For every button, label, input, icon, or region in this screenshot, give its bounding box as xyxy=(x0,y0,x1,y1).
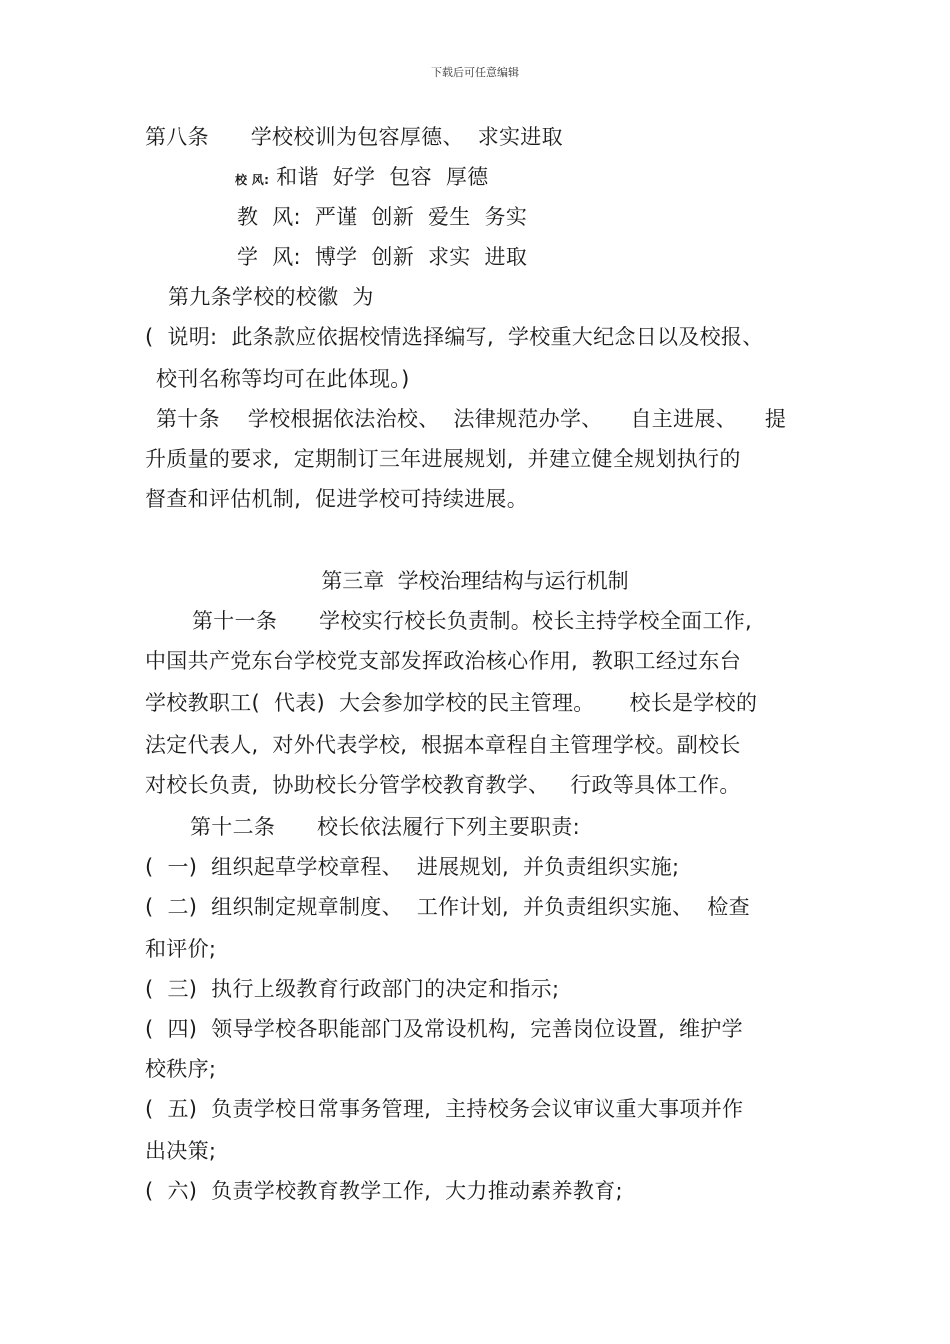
duty-item-2-line2: 和评价; xyxy=(145,937,217,961)
article8-title: 第八条 学校校训为包容厚德、 求实进取 xyxy=(145,125,563,149)
duty-item-2-line1: ( 二) 组织制定规章制度、 工作计划, 并负责组织实施、 检查 xyxy=(145,895,750,919)
article12-title: 第十二条 校长依法履行下列主要职责: xyxy=(190,815,581,839)
teaching-style-line: 教 风: 严谨 创新 爱生 务实 xyxy=(237,205,528,229)
study-style-line: 学 风: 博学 创新 求实 进取 xyxy=(237,245,528,269)
page-header-note: 下载后可任意编辑 xyxy=(431,66,519,79)
duty-item-6: ( 六) 负责学校教育教学工作, 大力推动素养教育; xyxy=(145,1179,623,1203)
article10-line1: 第十条 学校根据依法治校、 法律规范办学、 自主进展、 提 xyxy=(156,407,787,431)
article11-line3: 学校教职工( 代表) 大会参加学校的民主管理。 校长是学校的 xyxy=(145,691,758,715)
school-style-text: 和谐 好学 包容 厚德 xyxy=(269,165,489,189)
article11-line1: 第十一条 学校实行校长负责制。校长主持学校全面工作, xyxy=(192,609,753,633)
article11-line2: 中国共产党东台学校党支部发挥政治核心作用, 教职工经过东台 xyxy=(145,649,742,673)
article10-line3: 督查和评估机制, 促进学校可持续进展。 xyxy=(145,487,529,511)
duty-item-4-line1: ( 四) 领导学校各职能部门及常设机构, 完善岗位设置, 维护学 xyxy=(145,1017,743,1041)
article11-line5: 对校长负责, 协助校长分管学校教育教学、 行政等具体工作。 xyxy=(145,773,741,797)
school-style-label: 校 风: xyxy=(235,173,270,187)
duty-item-1: ( 一) 组织起草学校章程、 进展规划, 并负责组织实施; xyxy=(145,855,680,879)
article11-line4: 法定代表人, 对外代表学校, 根据本章程自主管理学校。副校长 xyxy=(145,733,741,757)
chapter3-title: 第三章 学校治理结构与运行机制 xyxy=(321,569,629,593)
duty-item-4-line2: 校秩序; xyxy=(145,1057,217,1081)
school-style-line xyxy=(235,162,488,195)
duty-item-3: ( 三) 执行上级教育行政部门的决定和指示; xyxy=(145,977,560,1001)
article9-note-line1: ( 说明: 此条款应依据校情选择编写, 学校重大纪念日以及校报、 xyxy=(145,325,764,349)
duty-item-5-line1: ( 五) 负责学校日常事务管理, 主持校务会议审议重大事项并作 xyxy=(145,1097,744,1121)
duty-item-5-line2: 出决策; xyxy=(145,1139,217,1163)
article9-note-line2: 校刊名称等均可在此体现。) xyxy=(156,367,410,391)
article9-title: 第九条学校的校徽 为 xyxy=(168,285,374,309)
article10-line2: 升质量的要求, 定期制订三年进展规划, 并建立健全规划执行的 xyxy=(145,447,741,471)
